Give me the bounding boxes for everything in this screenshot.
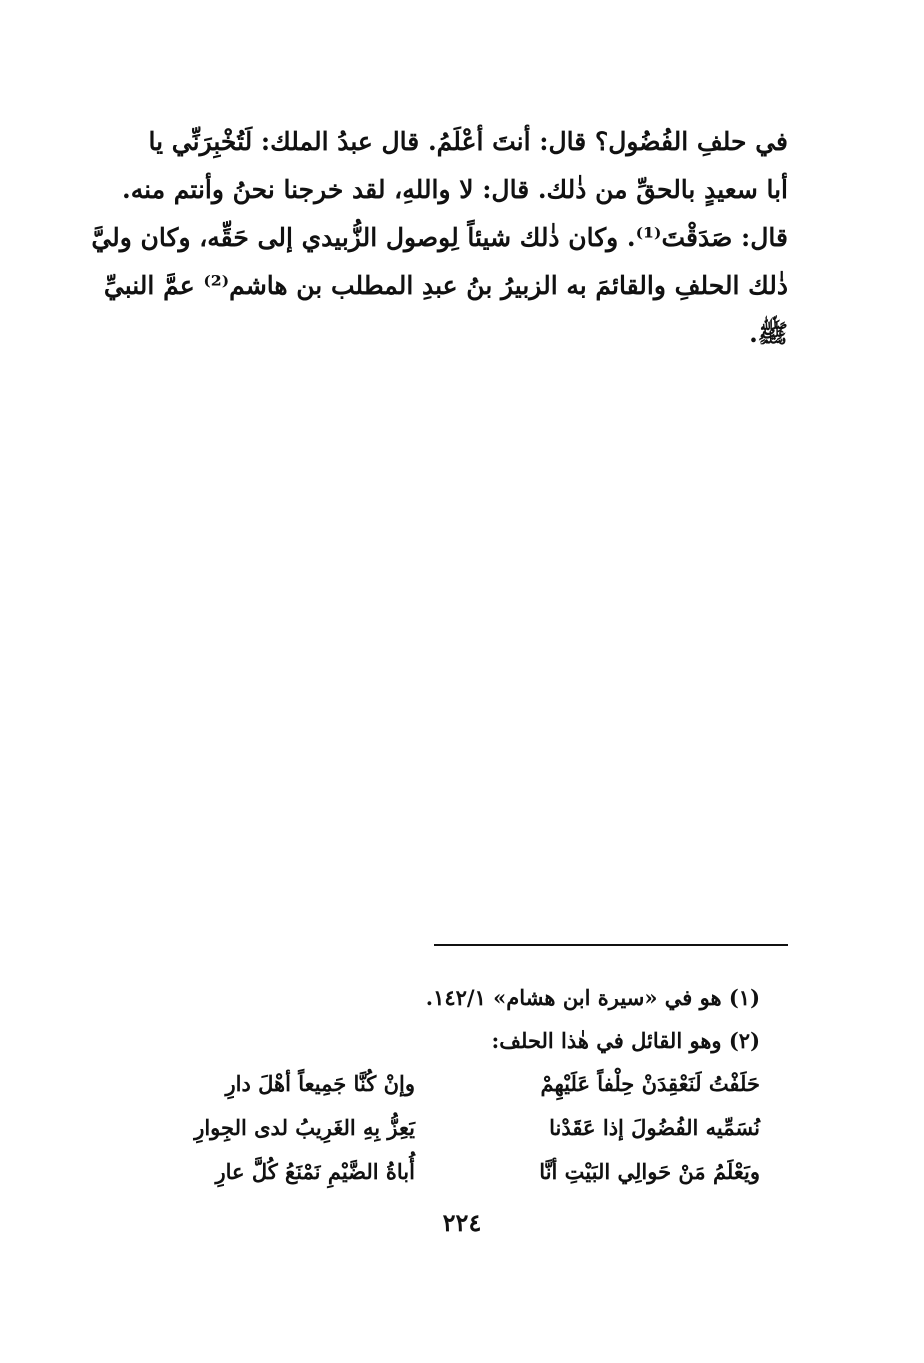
poem-verse xyxy=(110,1106,760,1150)
text-line: قال: صَدَقْتَ⁽¹⁾. وكان ذٰلك شيئاً لِوصول الزُّبيدي إلى حَقِّه، وكان وليَّ xyxy=(91,223,788,252)
text-line: أبا سعيدٍ بالحقِّ من ذٰلك. قال: لا واللهِ، لقد خرجنا نحنُ وأنتم منه. xyxy=(122,175,788,204)
main-text xyxy=(80,118,788,358)
page-number: ٢٢٤ xyxy=(442,1208,482,1237)
verse-second-hemistich: يَعِزُّ بِهِ الغَرِيبُ لدى الجِوارِ xyxy=(194,1115,415,1140)
verse-first-hemistich: حَلَفْتُ لَنَعْقِدَنْ حِلْفاً عَلَيْهِمْ xyxy=(540,1071,760,1096)
verse-first-hemistich: ويَعْلَمُ مَنْ حَوالِي البَيْتِ أنَّا xyxy=(539,1159,760,1184)
footnote-1: (١) هو في «سيرة ابن هشام» ١٤٢/١. xyxy=(425,985,760,1010)
verse-second-hemistich: أُباةُ الضَّيْمِ نَمْنَعُ كُلَّ عارِ xyxy=(215,1159,415,1184)
verse-first-hemistich: نُسَمِّيه الفُضُولَ إذا عَقَدْنا xyxy=(549,1115,760,1140)
footnotes xyxy=(110,976,760,1194)
poem-verse xyxy=(110,1062,760,1106)
footnote-2-intro: (٢) وهو القائل في هٰذا الحلف: xyxy=(491,1028,760,1053)
text-line: في حلفِ الفُضُول؟ قال: أنتَ أعْلَمُ. قال عبدُ الملك: لَتُخْبِرَنِّي يا xyxy=(148,127,788,156)
footnote-separator xyxy=(434,944,788,946)
poem-verse xyxy=(110,1150,760,1194)
verse-second-hemistich: وإنْ كُنَّا جَمِيعاً أهْلَ دارِ xyxy=(225,1071,415,1096)
text-line: ﷺ. xyxy=(749,319,788,348)
text-line: ذٰلك الحلفِ والقائمَ به الزبيرُ بنُ عبدِ المطلب بن هاشم⁽²⁾ عمَّ النبيِّ xyxy=(103,271,788,300)
